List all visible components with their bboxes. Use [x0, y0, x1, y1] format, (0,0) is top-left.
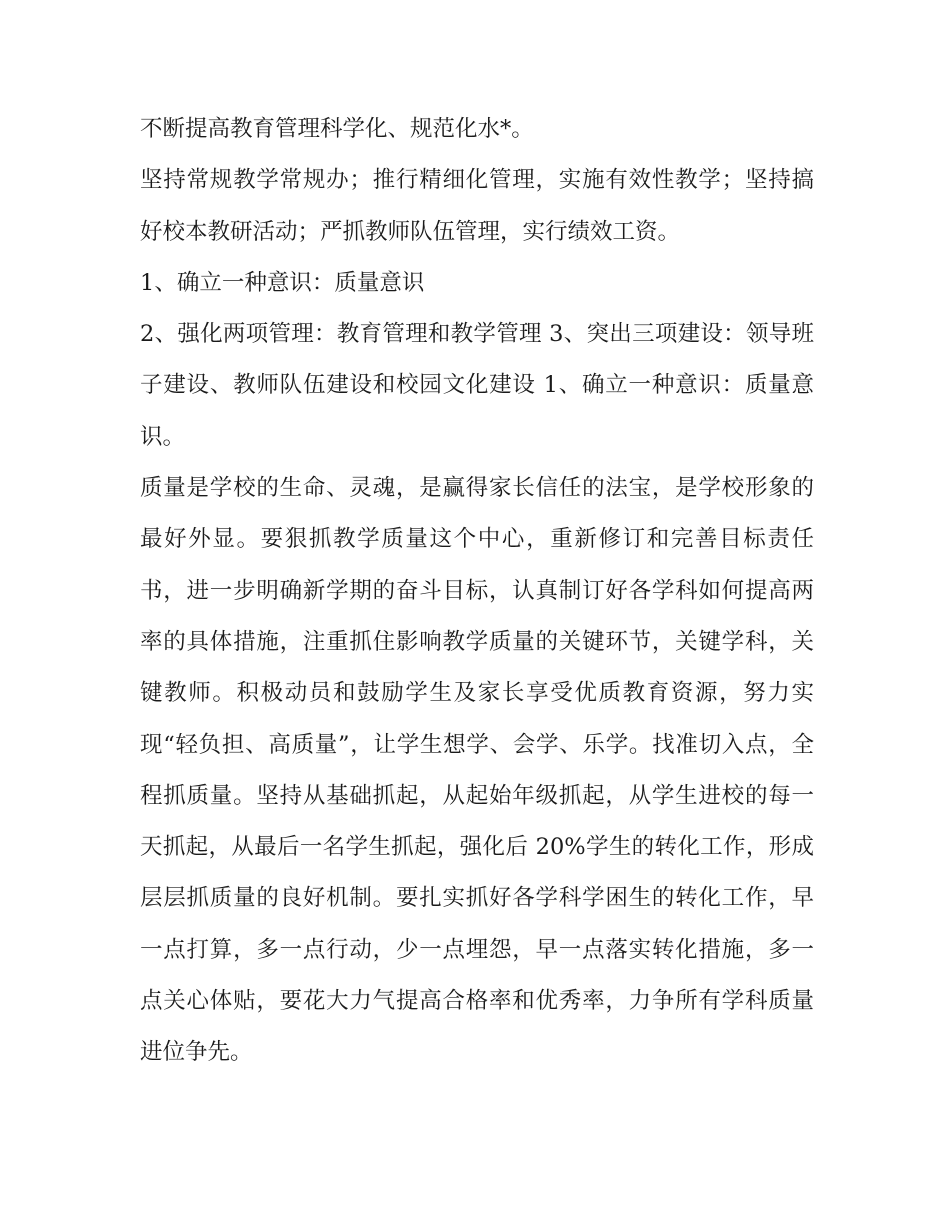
paragraph-standardization: 不断提高教育管理科学化、规范化水*。 — [140, 116, 534, 142]
document-body — [140, 104, 814, 1079]
paragraph-quality-is-life: 质量是学校的生命、灵魂，是赢得家长信任的法宝，是学校形象的最好外显。要狠抓教学质量这个中心，重新修订和完善目标责任书，进一步明确新学期的奋斗目标，认真制订好各学科如何提高两率的具体措施，注重抓住影响教学质量的关键环节，关键学科，关键教师。积极动员和鼓励学生及家长享受优质教育资源，努力实现“轻负担、高质量”，让学生想学、会学、乐学。找准切入点，全程抓质量。坚持从基础抓起，从起始年级抓起，从学生进校的每一天抓起，从最后一名学生抓起，强化后 20%学生的转化工作，形成层层抓质量的良好机制。要扎实抓好各学科学困生的转化工作，早一点打算，多一点行动，少一点埋怨，早一点落实转化措施，多一点关心体贴，要花大力气提高合格率和优秀率，力争所有学科质量进位争先。 — [140, 475, 814, 1066]
paragraph-management-and-construction: 2、强化两项管理：教育管理和教学管理 3、突出三项建设：领导班子建设、教师队伍建设和校园文化建设 1、确立一种意识：质量意识。 — [140, 321, 814, 450]
paragraph-quality-awareness: 1、确立一种意识：质量意识 — [140, 269, 425, 296]
paragraph-routine-teaching: 坚持常规教学常规办；推行精细化管理，实施有效性教学；坚持搞好校本教研活动；严抓教师队伍管理，实行绩效工资。 — [140, 167, 814, 245]
